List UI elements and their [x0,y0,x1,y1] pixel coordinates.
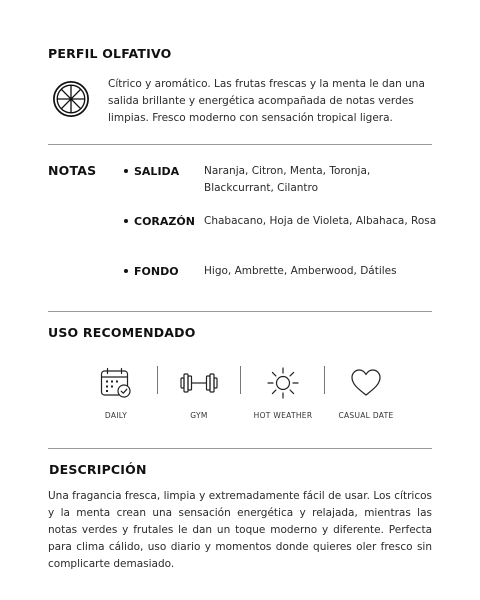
section-divider [48,144,432,145]
note-label [124,165,179,178]
section-divider [48,448,432,449]
use-item-hot-weather [241,366,325,421]
use-item-daily [74,366,158,421]
citrus-slice-icon [52,80,90,118]
note-values: Naranja, Citron, Menta, Toronja, Blackcurrant, Cilantro [204,165,371,194]
heart-icon [349,366,383,400]
uso-recomendado-title: USO RECOMENDADO [48,325,196,340]
dumbbell-icon [179,366,219,400]
use-item-gym [157,366,241,421]
use-item-casual-date [324,366,408,421]
use-label: HOT WEATHER [253,411,313,420]
perfil-olfativo-description: Cítrico y aromático. Las frutas frescas y la menta le dan una salida brillante y energética acompañada de notas verdes limpias. Fresco moderno con sensación tropical ligera. [108,78,425,124]
notas-title: NOTAS [48,163,97,178]
note-values: Higo, Ambrette, Amberwood, Dátiles [204,265,397,277]
note-values: Chabacano, Hoja de Violeta, Albahaca, Rosa [204,215,437,227]
sun-icon [266,366,300,400]
calendar-check-icon [99,366,133,400]
note-label-text: CORAZÓN [134,215,195,228]
section-divider [48,311,432,312]
note-label [124,215,195,228]
bullet-icon [124,219,128,223]
note-label-text: SALIDA [134,165,180,178]
descripcion-text: Una fragancia fresca, limpia y extremadamente fácil de usar. Los cítricos y la menta crean una sensación energética y relajada, mientras las notas verdes y frutales le dan un toque moderno y diferente. Perfecta para clima cálido, uso diario y momentos donde quieres oler fresco sin complicarte demasiado. [48,490,432,570]
descripcion-title: DESCRIPCIÓN [49,462,147,477]
use-label: DAILY [104,411,128,420]
bullet-icon [124,269,128,273]
note-label [124,265,179,278]
bullet-icon [124,169,128,173]
use-label: CASUAL DATE [338,411,394,420]
use-label: GYM [190,411,208,420]
note-label-text: FONDO [134,265,179,278]
perfil-olfativo-title: PERFIL OLFATIVO [48,46,172,61]
